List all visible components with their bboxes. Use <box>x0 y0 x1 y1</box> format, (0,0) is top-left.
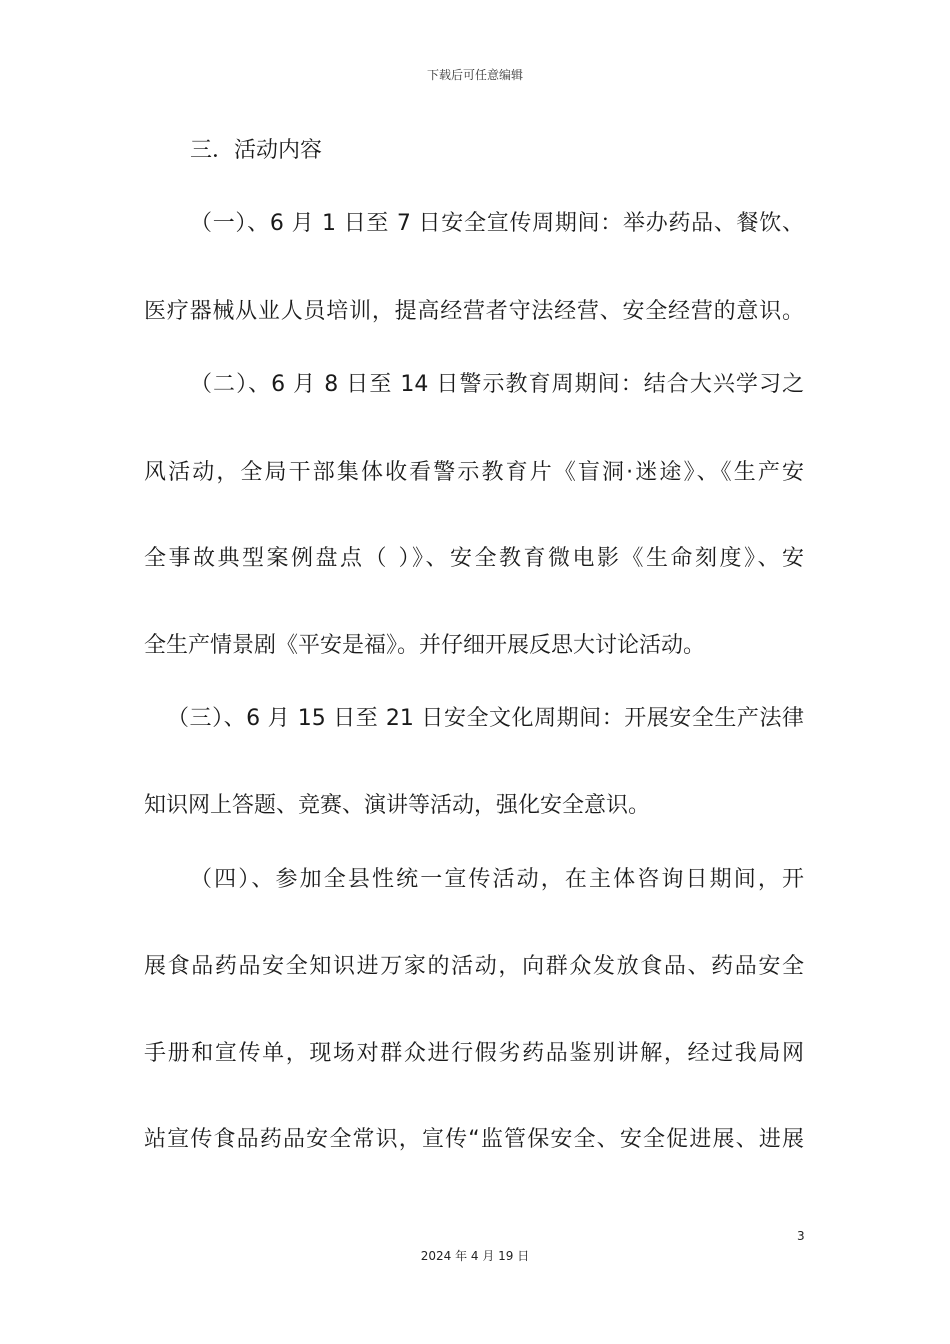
paragraph-line: 展食品药品安全知识进万家的活动，向群众发放食品、药品安全 <box>144 954 804 979</box>
paragraph-line: （三）、6 月 15 日至 21 日安全文化周期间：开展安全生产法律 <box>167 706 804 731</box>
paragraph-line: （二）、6 月 8 日至 14 日警示教育周期间：结合大兴学习之 <box>190 372 804 397</box>
paragraph-line: 医疗器械从业人员培训，提高经营者守法经营、安全经营的意识。 <box>144 299 804 324</box>
paragraph-line: （一）、6 月 1 日至 7 日安全宣传周期间：举办药品、餐饮、 <box>190 211 804 236</box>
page-number: 3 <box>797 1229 805 1243</box>
footer-date: 2024 年 4 月 19 日 <box>420 1249 530 1263</box>
paragraph-line: 全生产情景剧《平安是福》。并仔细开展反思大讨论活动。 <box>144 633 706 658</box>
paragraph-line: 站宣传食品药品安全常识，宣传“监管保安全、安全促进展、进展 <box>144 1127 804 1152</box>
header-note: 下载后可任意编辑 <box>426 68 523 82</box>
paragraph-line: 全事故典型案例盘点（ ）》、安全教育微电影《生命刻度》、安 <box>144 546 804 571</box>
paragraph-line: 知识网上答题、竞赛、演讲等活动，强化安全意识。 <box>144 793 651 818</box>
paragraph-line: 手册和宣传单，现场对群众进行假劣药品鉴别讲解，经过我局网 <box>144 1041 804 1066</box>
section-heading: 三．活动内容 <box>190 138 323 163</box>
paragraph-line: 风活动，全局干部集体收看警示教育片《盲洞·迷途》、《生产安 <box>144 460 804 485</box>
paragraph-line: （四）、参加全县性统一宣传活动，在主体咨询日期间，开 <box>190 867 804 892</box>
